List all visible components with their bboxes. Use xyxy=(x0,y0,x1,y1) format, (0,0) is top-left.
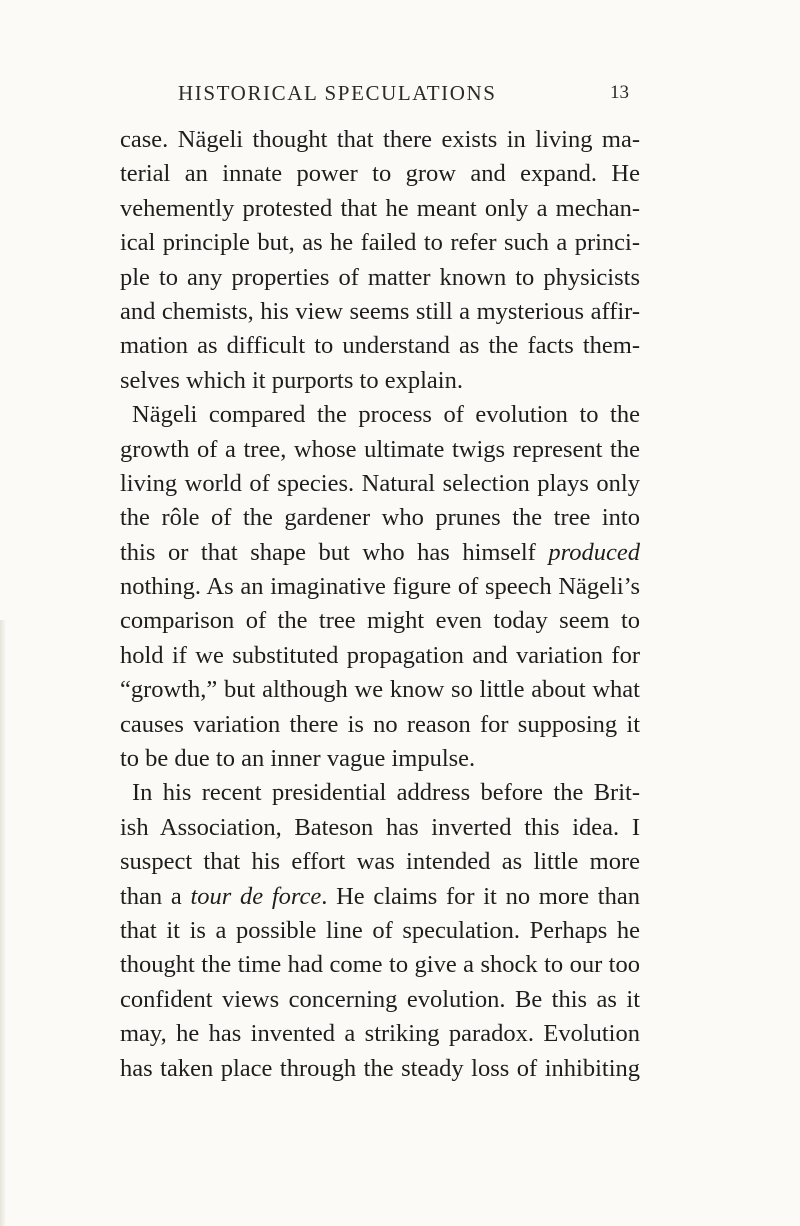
running-head xyxy=(0,78,800,108)
text-line xyxy=(120,880,640,914)
text-line: In his recent presidential address before the Brit- xyxy=(132,779,640,807)
text-line: mation as difficult to understand as the facts them- xyxy=(120,332,640,360)
text-line: hold if we substituted propagation and variation for xyxy=(120,641,640,669)
text-line: and chemists, his view seems still a mysterious affir- xyxy=(120,297,640,325)
page-edge-shadow xyxy=(0,620,6,1226)
text-line: thought the time had come to give a shock to our too xyxy=(120,951,640,979)
text-line: that it is a possible line of speculation. Perhaps he xyxy=(120,916,640,944)
text-line: living world of species. Natural selection plays only xyxy=(120,469,640,497)
text-line: ple to any properties of matter known to physicists xyxy=(120,263,640,291)
running-title: HISTORICAL SPECULATIONS xyxy=(178,81,497,105)
text-line: the rôle of the gardener who prunes the tree into xyxy=(120,504,640,532)
text-run: this or that shape but who has himself xyxy=(120,538,549,566)
text-line: ical principle but, as he failed to refer such a princi- xyxy=(120,229,640,257)
text-line: has taken place through the steady loss of inhibiting xyxy=(120,1054,640,1082)
text-line xyxy=(120,536,640,570)
text-run: . He claims for it no more than xyxy=(321,882,640,910)
text-line: vehemently protested that he meant only a mechan- xyxy=(120,194,640,222)
text-line: comparison of the tree might even today seem to xyxy=(120,607,640,635)
text-line: causes variation there is no reason for supposing it xyxy=(120,710,640,738)
text-line: case. Nägeli thought that there exists in living ma- xyxy=(120,126,640,153)
page-number: 13 xyxy=(610,82,629,103)
text-line: “growth,” but although we know so little about what xyxy=(120,676,640,704)
text-line: nothing. As an imaginative figure of speech Nägeli’s xyxy=(120,573,640,601)
text-line: Nägeli compared the process of evolution to the xyxy=(132,401,640,429)
text-line: growth of a tree, whose ultimate twigs represent the xyxy=(120,435,640,463)
text-line: ish Association, Bateson has inverted this idea. I xyxy=(120,813,640,841)
text-line: may, he has invented a striking paradox. Evolution xyxy=(120,1020,640,1048)
text-line: to be due to an inner vague impulse. xyxy=(120,745,476,773)
text-line: confident views concerning evolution. Be this as it xyxy=(120,985,640,1013)
text-line: terial an innate power to grow and expand. He xyxy=(120,160,640,188)
italic-phrase: tour de force xyxy=(190,882,322,910)
text-line: suspect that his effort was intended as little more xyxy=(120,848,640,876)
body-text xyxy=(120,123,640,1086)
text-line: selves which it purports to explain. xyxy=(120,366,463,394)
italic-word: produced xyxy=(548,538,640,566)
text-run: than a xyxy=(120,882,191,910)
